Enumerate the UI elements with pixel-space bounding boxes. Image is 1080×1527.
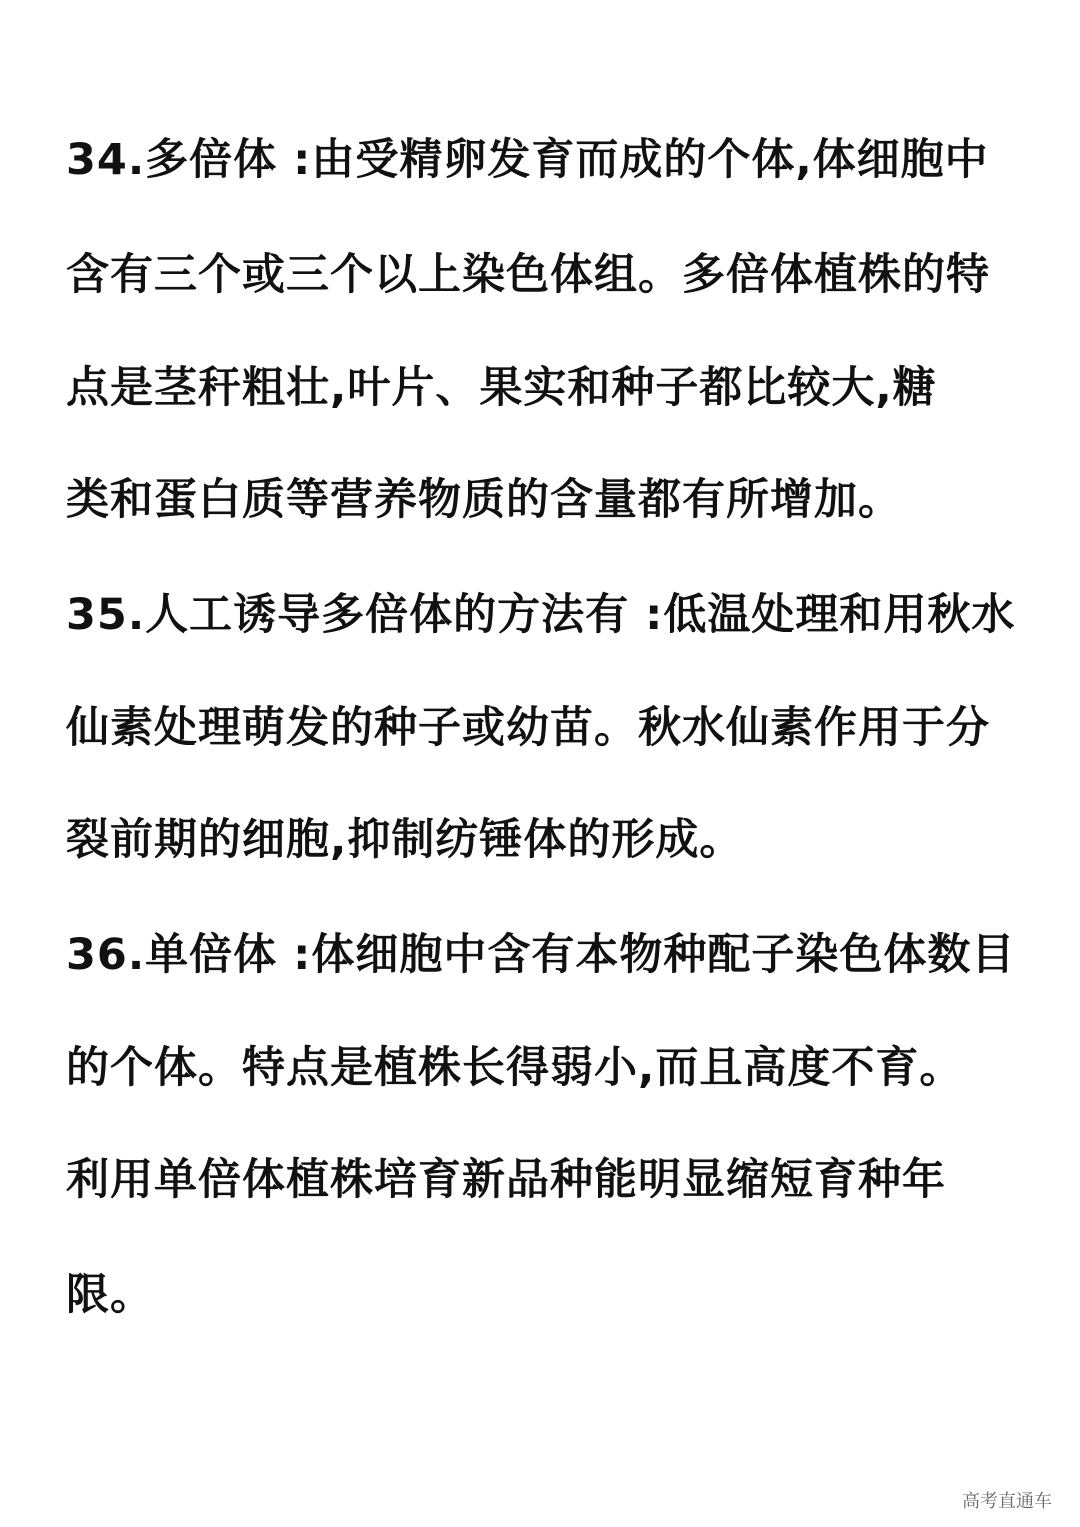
watermark: 高考直通车 [962, 1491, 1052, 1512]
text-line-36-3: 利用单倍体植株培育新品种能明显缩短育种年 [66, 1155, 946, 1205]
text-line-34-1: 34.多倍体 :由受精卵发育而成的个体,体细胞中 [66, 135, 989, 185]
text-line-34-4: 类和蛋白质等营养物质的含量都有所增加。 [66, 475, 902, 525]
text-line-35-2: 仙素处理萌发的种子或幼苗。秋水仙素作用于分 [66, 703, 990, 753]
text-line-36-2: 的个体。特点是植株长得弱小,而且高度不育。 [66, 1043, 964, 1093]
text-line-36-1: 36.单倍体 :体细胞中含有本物种配子染色体数目 [66, 930, 1016, 980]
text-line-36-4: 限。 [66, 1270, 154, 1320]
text-line-34-2: 含有三个或三个以上染色体组。多倍体植株的特 [66, 250, 990, 300]
text-line-35-1: 35.人工诱导多倍体的方法有 :低温处理和用秋水 [66, 590, 1016, 640]
text-line-35-3: 裂前期的细胞,抑制纺锤体的形成。 [66, 815, 744, 865]
text-line-34-3: 点是茎秆粗壮,叶片、果实和种子都比较大,糖 [66, 363, 937, 413]
